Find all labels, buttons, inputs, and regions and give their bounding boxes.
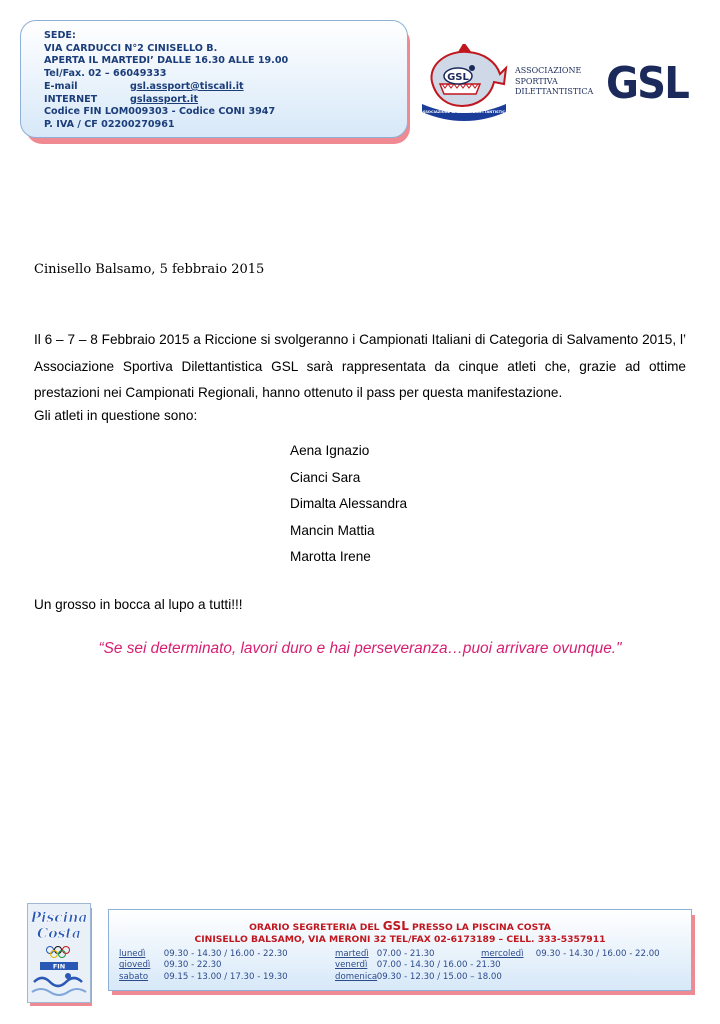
internet-label: INTERNET <box>44 93 98 105</box>
gsl-wordmark-logo <box>604 60 696 104</box>
header-line-piva: P. IVA / CF 02200270961 <box>44 118 175 130</box>
schedule-hours: 09.30 - 22.30 <box>163 960 222 971</box>
schedule-hours: 09.30 - 12.30 / 15.00 – 18.00 <box>376 971 502 982</box>
athletes-list <box>290 438 407 571</box>
schedule-row <box>119 972 288 983</box>
list-item: Mancin Mattia <box>290 522 375 538</box>
schedule-hours: 09.15 - 13.00 / 17.30 - 19.30 <box>163 971 288 982</box>
list-item: Cianci Sara <box>290 469 361 485</box>
footer-title-pre: ORARIO SEGRETERIA DEL <box>249 922 383 933</box>
schedule-row <box>119 949 288 960</box>
website-link[interactable]: gslassport.it <box>130 93 199 105</box>
letter-date: Cinisello Balsamo, 5 febbraio 2015 <box>34 262 265 277</box>
association-line-1: ASSOCIAZIONE <box>515 66 582 75</box>
schedule-day: sabato <box>119 971 149 982</box>
schedule-day: lunedì <box>119 949 146 959</box>
schedule-row <box>481 949 660 960</box>
pool-logo-word-2: Costa <box>37 926 81 942</box>
schedule-day: mercoledì <box>481 949 524 959</box>
footer-title-post: PRESSO LA PISCINA COSTA <box>408 922 551 933</box>
schedule-column-1 <box>119 949 288 983</box>
header-line-email <box>44 81 288 94</box>
schedule-hours: 09.30 - 14.30 / 16.00 - 22.00 <box>535 949 660 959</box>
schedule-hours: 09.30 - 14.30 / 16.00 - 22.30 <box>163 949 288 959</box>
shark-logo-text: GSL <box>447 72 469 83</box>
schedule-row <box>335 960 502 971</box>
schedule-column-2 <box>335 949 502 983</box>
schedule-row <box>335 972 502 983</box>
header-line-opening: APERTA IL MARTEDI’ DALLE 16.30 ALLE 19.00 <box>44 55 289 67</box>
schedule-day: giovedì <box>119 960 151 971</box>
schedule-day: domenica <box>335 971 378 982</box>
footer-title <box>108 919 692 933</box>
email-link[interactable]: gsl.assport@tiscali.it <box>130 80 244 92</box>
email-label: E-mail <box>44 80 78 92</box>
good-luck-message: Un grosso in bocca al lupo a tutti!!! <box>34 597 243 612</box>
schedule-row <box>335 949 502 960</box>
schedule-day: martedì <box>335 949 369 959</box>
pool-logo-word-1: Piscina <box>30 910 88 926</box>
schedule-day: venerdì <box>335 960 368 971</box>
schedule-hours: 07.00 - 14.30 / 16.00 - 21.30 <box>376 960 501 971</box>
pool-logo-badge: FIN <box>52 962 66 971</box>
header-line-internet <box>44 94 288 107</box>
header-line-phone: Tel/Fax. 02 – 66049333 <box>44 68 167 80</box>
list-item: Dimalta Alessandra <box>290 496 408 511</box>
letter-paragraph: Il 6 – 7 – 8 Febbraio 2015 a Riccione si svolgeranno i Campionati Italiani di Categoria di Salvamento 2015, l’ Associazione Sportiva Dilettantistica GSL sarà rappresentata da cinque atleti che, grazie ad ottime prestazioni nei Campionati Regionali, hanno ottenuto il pass per questa manifestazione. <box>34 332 686 400</box>
footer-address: CINISELLO BALSAMO, VIA MERONI 32 TEL/FAX 02-6173189 – CELL. 333-5357911 <box>194 934 606 945</box>
motivational-quote: “Se sei determinato, lavori duro e hai perseveranza…puoi arrivare ovunque." <box>98 640 622 657</box>
schedule-hours: 07.00 - 21.30 <box>376 949 435 959</box>
piscina-costa-art <box>28 904 90 1002</box>
athletes-intro: Gli atleti in questione sono: <box>34 408 198 423</box>
association-name <box>515 66 593 98</box>
schedule-row <box>119 960 288 971</box>
header-line-sede: SEDE: <box>44 30 76 41</box>
footer-title-gsl: GSL <box>382 919 409 933</box>
list-item: Marotta Irene <box>290 549 371 564</box>
gsl-wordmark-text: GSL <box>606 60 689 104</box>
association-line-3: DILETTANTISTICA <box>515 87 594 96</box>
header-line-address: VIA CARDUCCI N°2 CINISELLO B. <box>44 42 218 54</box>
shark-logo-banner: ASSOCIAZIONE SPORTIVA DILETTANTISTICA <box>420 110 508 114</box>
schedule-column-3 <box>481 949 660 960</box>
header-line-codes: Codice FIN LOM009303 - Codice CONI 3947 <box>44 106 276 118</box>
association-line-2: SPORTIVA <box>515 76 558 86</box>
list-item: Aena Ignazio <box>290 443 370 458</box>
header-contact-info <box>44 30 288 132</box>
gsl-shark-logo <box>418 44 510 122</box>
piscina-costa-logo <box>27 903 91 1003</box>
